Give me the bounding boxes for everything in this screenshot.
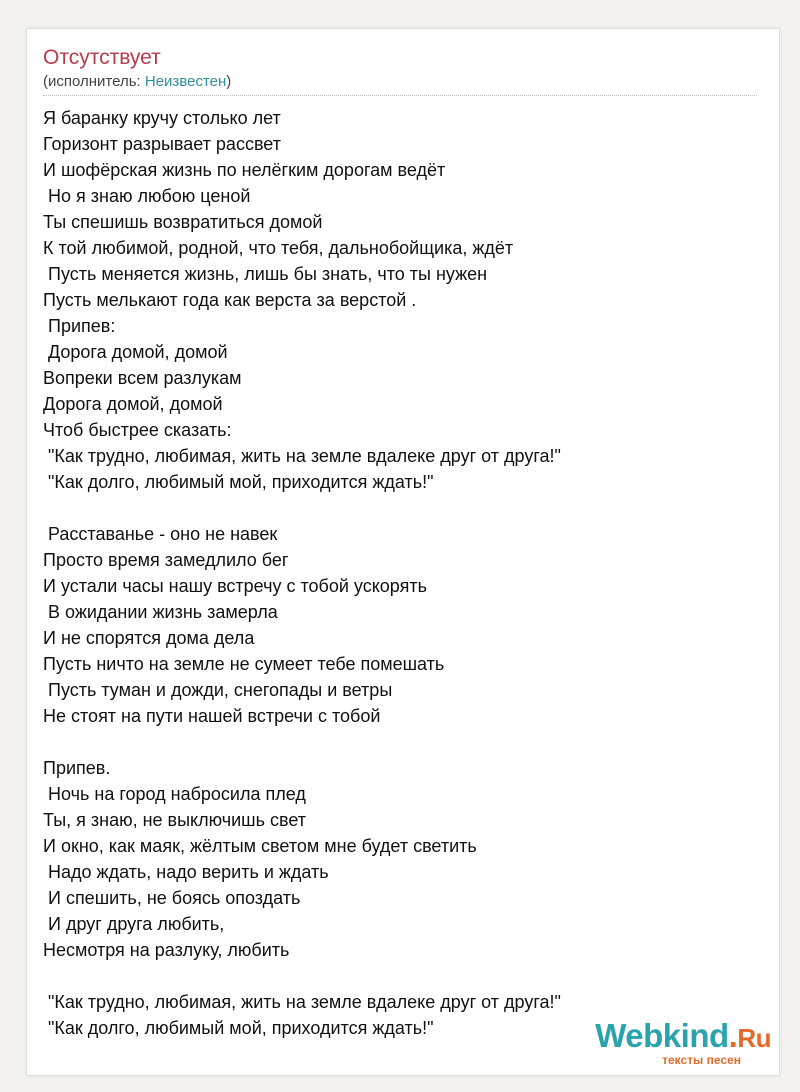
lyric-line: Пусть мелькают года как верста за верстой .	[43, 290, 417, 310]
webkind-logo	[595, 1017, 771, 1057]
lyric-line: Горизонт разрывает рассвет	[43, 134, 281, 154]
lyric-line: В ожидании жизнь замерла	[43, 602, 278, 622]
lyric-line: И не спорятся дома дела	[43, 628, 255, 648]
lyric-line: Ты спешишь возвратиться домой	[43, 212, 323, 232]
lyric-line: "Как трудно, любимая, жить на земле вдалеке друг от друга!"	[43, 992, 561, 1012]
lyric-line: Вопреки всем разлукам	[43, 368, 242, 388]
lyric-line: Просто время замедлило бег	[43, 550, 289, 570]
lyric-line: Надо ждать, надо верить и ждать	[43, 862, 329, 882]
webkind-dot: .	[728, 1017, 738, 1054]
artist-name-link[interactable]: Неизвестен	[144, 73, 227, 90]
lyric-line: "Как долго, любимый мой, приходится ждать!"	[43, 1018, 434, 1038]
lyric-line: Дорога домой, домой	[43, 394, 223, 414]
lyric-line: К той любимой, родной, что тебя, дальнобойщика, ждёт	[43, 238, 514, 258]
lyric-line: Несмотря на разлуку, любить	[43, 940, 290, 960]
lyric-line: Пусть ничто на земле не сумеет тебе помешать	[43, 654, 445, 674]
lyric-line	[43, 963, 757, 989]
lyric-line: Пусть меняется жизнь, лишь бы знать, что ты нужен	[43, 264, 488, 284]
lyric-line: Расставанье - оно не навек	[43, 524, 278, 544]
title-divider	[43, 95, 757, 96]
lyric-line: "Как долго, любимый мой, приходится ждать!"	[43, 472, 434, 492]
lyric-line: "Как трудно, любимая, жить на земле вдалеке друг от друга!"	[43, 446, 561, 466]
lyric-line: Не стоят на пути нашей встречи с тобой	[43, 706, 381, 726]
lyric-line: Пусть туман и дожди, снегопады и ветры	[43, 680, 393, 700]
webkind-tld: Ru	[737, 1023, 771, 1053]
lyric-line: Дорога домой, домой	[43, 342, 228, 362]
lyric-line: Ночь на город набросила плед	[43, 784, 306, 804]
lyrics-text	[43, 105, 757, 1041]
lyric-line: И спешить, не боясь опоздать	[43, 888, 301, 908]
lyric-line: И друг друга любить,	[43, 914, 225, 934]
lyric-line: И устали часы нашу встречу с тобой ускорять	[43, 576, 427, 596]
artist-line	[43, 73, 231, 91]
lyric-line: Ты, я знаю, не выключишь свет	[43, 810, 307, 830]
webkind-watermark	[581, 1017, 771, 1067]
lyric-line: Припев.	[43, 758, 111, 778]
lyrics-card	[26, 28, 780, 1076]
song-title: Отсутствует	[43, 46, 161, 69]
lyric-line: И окно, как маяк, жёлтым светом мне будет светить	[43, 836, 477, 856]
lyric-line: Чтоб быстрее сказать:	[43, 420, 232, 440]
lyric-line: И шофёрская жизнь по нелёгким дорогам ведёт	[43, 160, 446, 180]
lyric-line: Но я знаю любою ценой	[43, 186, 251, 206]
webkind-tagline: тексты песен	[662, 1053, 741, 1067]
webkind-brand: Webkind	[595, 1017, 729, 1054]
artist-suffix: )	[226, 73, 232, 90]
lyric-line: Припев:	[43, 316, 116, 336]
lyric-line	[43, 729, 757, 755]
lyric-line: Я баранку кручу столько лет	[43, 108, 281, 128]
lyric-line	[43, 495, 757, 521]
artist-prefix: (исполнитель:	[43, 73, 145, 90]
